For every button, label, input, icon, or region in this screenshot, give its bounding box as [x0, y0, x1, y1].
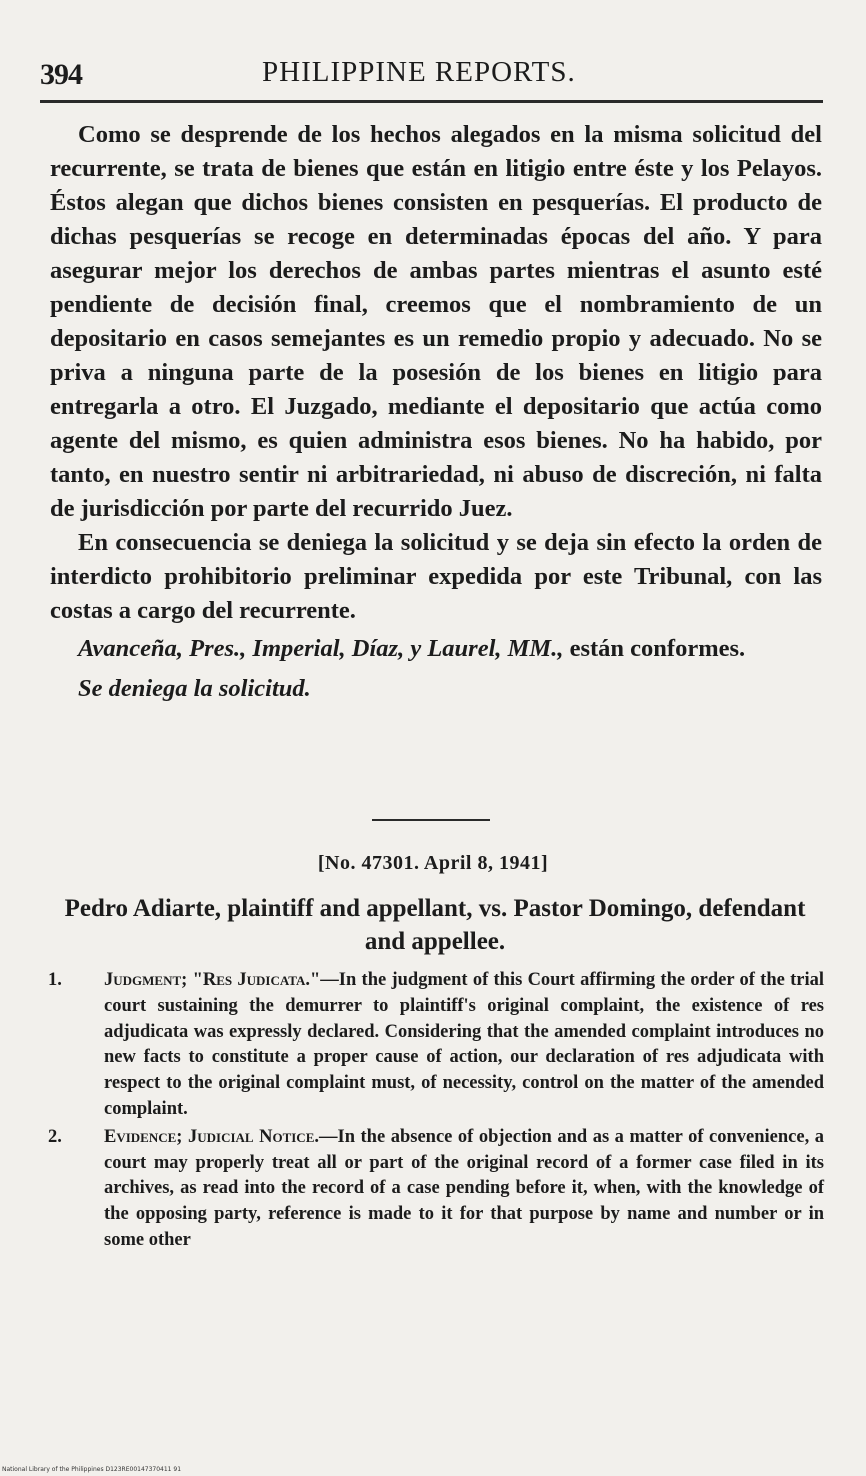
concurring-justices: Avanceña, Pres., Imperial, Díaz, y Laurel, MM.,: [78, 635, 564, 662]
case-number: [No. 47301. April 8, 1941]: [317, 852, 549, 874]
syllabus-heading: Evidence; Judicial Notice.: [104, 1126, 319, 1147]
footer-watermark: National Library of the Philippines D123RE00147370411 91: [2, 1466, 182, 1473]
syllabus-number: 2.: [48, 1126, 62, 1147]
decision-text: [50, 118, 822, 706]
page-number: 394: [40, 58, 82, 91]
case-caption: Pedro Adiarte, plaintiff and appellant, vs. Pastor Domingo, defendant and appellee.: [64, 895, 806, 955]
header-rule: [40, 100, 823, 103]
concurrence-rest: están conformes.: [563, 635, 746, 662]
syllabus-item: [48, 1125, 824, 1254]
syllabus-text: —In the absence of objection and as a matter of convenience, a court may properly treat all or part of the original record of a former case filed in its archives, as read into the record of a case pending before it, when, with the knowledge of the opposing party, reference is made to it for that purpose by name and number or in some other: [104, 1126, 824, 1250]
syllabus-text: —In the judgment of this Court affirming the order of the trial court sustaining the demurrer to plaintiff's original complaint, the existence of res adjudicata was expressly declared. Considering that the amended complaint introduces no new facts to constitute a proper cause of action, our declaration of res adjudicata with respect to the original complaint must, of necessity, control on the matter of the amended complaint.: [104, 970, 824, 1119]
ruling: Se deniega la solicitud.: [78, 675, 311, 702]
syllabus-item: [48, 968, 824, 1123]
decision-paragraph-1: Como se desprende de los hechos alegados en la misma solicitud del recurrente, se trata de bienes que están en litigio entre éste y los Pelayos. Éstos alegan que dichos bienes consisten en pesquerías. El producto de dichas pesquerías se recoge en determinadas épocas del año. Y para asegurar mejor los derechos de ambas partes mientras el asunto esté pendiente de decisión final, creemos que el nombramiento de un depositario en casos semejantes es un remedio propio y adecuado. No se priva a ninguna parte de la posesión de los bienes en litigio para entregarla a otro. El Juzgado, mediante el depositario que actúa como agente del mismo, es quien administra esos bienes. No ha habido, por tanto, en nuestro sentir ni arbitrariedad, ni abuso de discreción, ni falta de jurisdicción por parte del recurrido Juez.: [50, 121, 822, 522]
syllabus-number: 1.: [48, 970, 62, 990]
section-divider: [372, 819, 490, 821]
syllabus-heading: Judgment; "Res Judicata.": [104, 970, 321, 990]
running-head: PHILIPPINE REPORTS.: [262, 56, 576, 88]
page-header: [40, 58, 823, 98]
decision-paragraph-2: En consecuencia se deniega la solicitud y se deja sin efecto la orden de interdicto prohibitorio preliminar expedida por este Tribunal, con las costas a cargo del recurrente.: [50, 529, 822, 624]
syllabus: [48, 968, 824, 1256]
concurrence: [50, 632, 822, 666]
